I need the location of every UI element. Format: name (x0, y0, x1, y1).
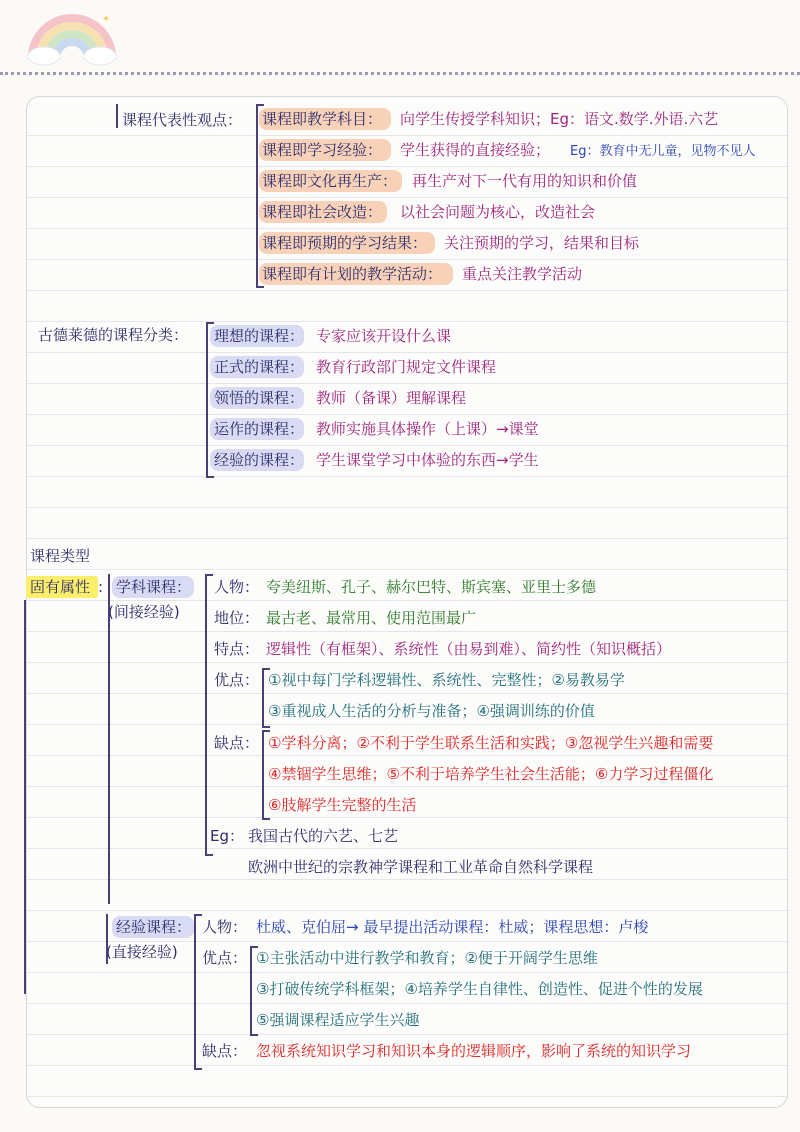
subject-feature: 逻辑性（有框架）、系统性（由易到难）、简约性（知识概括） (266, 640, 672, 658)
people-label: 人物： (202, 918, 248, 936)
subject-status: 最古老、最常用、使用范围最广 (266, 609, 477, 627)
experience-outer-bracket (106, 914, 108, 964)
subject-flaw: ①学科分离；②不利于学生联系生活和实践；③忽视学生兴趣和需要 (268, 734, 714, 752)
viewpoint-term: 课程即教学科目： (262, 110, 383, 128)
experience-course-subtitle: (直接经验) (106, 943, 178, 961)
section2-heading: 古德莱德的课程分类： (38, 326, 189, 344)
subject-merit: ①视中每门学科逻辑性、系统性、完整性；②易教易学 (268, 671, 625, 689)
section1-bracket (256, 104, 264, 288)
merit-label: 优点： (214, 671, 260, 689)
subject-example: 我国古代的六艺、七艺 (248, 827, 399, 845)
merit-label: 优点： (202, 949, 248, 967)
viewpoint-desc: 重点关注教学活动 (462, 265, 583, 283)
attr-label: 固有属性 (30, 578, 91, 596)
classification-term: 运作的课程： (214, 420, 305, 438)
subject-people: 夸美纽斯、孔子、赫尔巴特、斯宾塞、亚里士多德 (266, 578, 597, 596)
viewpoint-desc: 再生产对下一代有用的知识和价值 (412, 172, 638, 190)
status-label: 地位： (214, 609, 260, 627)
people-label: 人物： (214, 578, 260, 596)
subject-flaw: ④禁锢学生思维；⑤不利于培养学生社会生活能；⑥力学习过程僵化 (268, 765, 714, 783)
experience-flaw: 忽视系统知识学习和知识本身的逻辑顺序，影响了系统的知识学习 (256, 1042, 692, 1060)
classification-term: 正式的课程： (214, 358, 305, 376)
viewpoint-term: 课程即有计划的教学活动： (262, 265, 443, 283)
experience-merit: ①主张活动中进行教学和教育；②便于开阔学生思维 (256, 949, 598, 967)
section3-heading: 课程类型 (30, 547, 91, 565)
viewpoint-term: 课程即学习经验： (262, 141, 383, 159)
classification-desc: 教师实施具体操作（上课）→课堂 (316, 420, 539, 438)
eg-label: Eg： (210, 827, 244, 845)
viewpoint-desc: 学生获得的直接经验； (400, 141, 551, 159)
svg-text:✦: ✦ (102, 14, 111, 25)
viewpoint-term: 课程即预期的学习结果： (262, 234, 428, 252)
experience-detail-bracket (194, 914, 202, 1070)
experience-people: 杜威、克伯屈→ 最早提出活动课程：杜威；课程思想：卢梭 (256, 918, 649, 936)
classification-term: 经验的课程： (214, 451, 305, 469)
viewpoint-example: Eg：教育中无儿童，见物不见人 (570, 144, 756, 159)
classification-term: 理想的课程： (214, 327, 305, 345)
experience-merit: ③打破传统学科框架；④培养学生自律性、创造性、促进个性的发展 (256, 980, 703, 998)
viewpoint-desc: 向学生传授学科知识；Eg：语文.数学.外语.六艺 (400, 110, 719, 128)
viewpoint-term: 课程即文化再生产： (262, 172, 398, 190)
attr-bracket (24, 600, 26, 994)
flaw-label: 缺点： (214, 734, 260, 752)
viewpoint-desc: 关注预期的学习，结果和目标 (444, 234, 640, 252)
classification-desc: 教师（备课）理解课程 (316, 389, 467, 407)
feature-label: 特点： (214, 640, 260, 658)
subject-flaw: ⑥肢解学生完整的生活 (268, 796, 417, 814)
section1-heading-bracket (116, 104, 118, 128)
subject-outer-bracket (108, 574, 110, 904)
classification-term: 领悟的课程： (214, 389, 305, 407)
viewpoint-term: 课程即社会改造： (262, 203, 383, 221)
viewpoint-desc: 以社会问题为核心，改造社会 (400, 203, 596, 221)
flaw-label: 缺点： (202, 1042, 248, 1060)
classification-desc: 学生课堂学习中体验的东西→学生 (316, 451, 539, 469)
classification-desc: 专家应该开设什么课 (316, 327, 452, 345)
subject-course-title: 学科课程： (116, 578, 192, 596)
experience-course-title: 经验课程： (116, 918, 192, 936)
section1-heading: 课程代表性观点： (122, 111, 243, 129)
rainbow-sticker-icon (22, 8, 122, 68)
subject-merit: ③重视成人生活的分析与准备；④强调训练的价值 (268, 702, 595, 720)
dotted-divider (0, 72, 800, 75)
experience-merit: ⑤强调课程适应学生兴趣 (256, 1011, 420, 1029)
subject-course-subtitle: (间接经验) (108, 603, 180, 621)
classification-desc: 教育行政部门规定文件课程 (316, 358, 497, 376)
subject-detail-bracket (205, 574, 213, 856)
subject-example: 欧洲中世纪的宗教神学课程和工业革命自然科学课程 (248, 858, 594, 876)
